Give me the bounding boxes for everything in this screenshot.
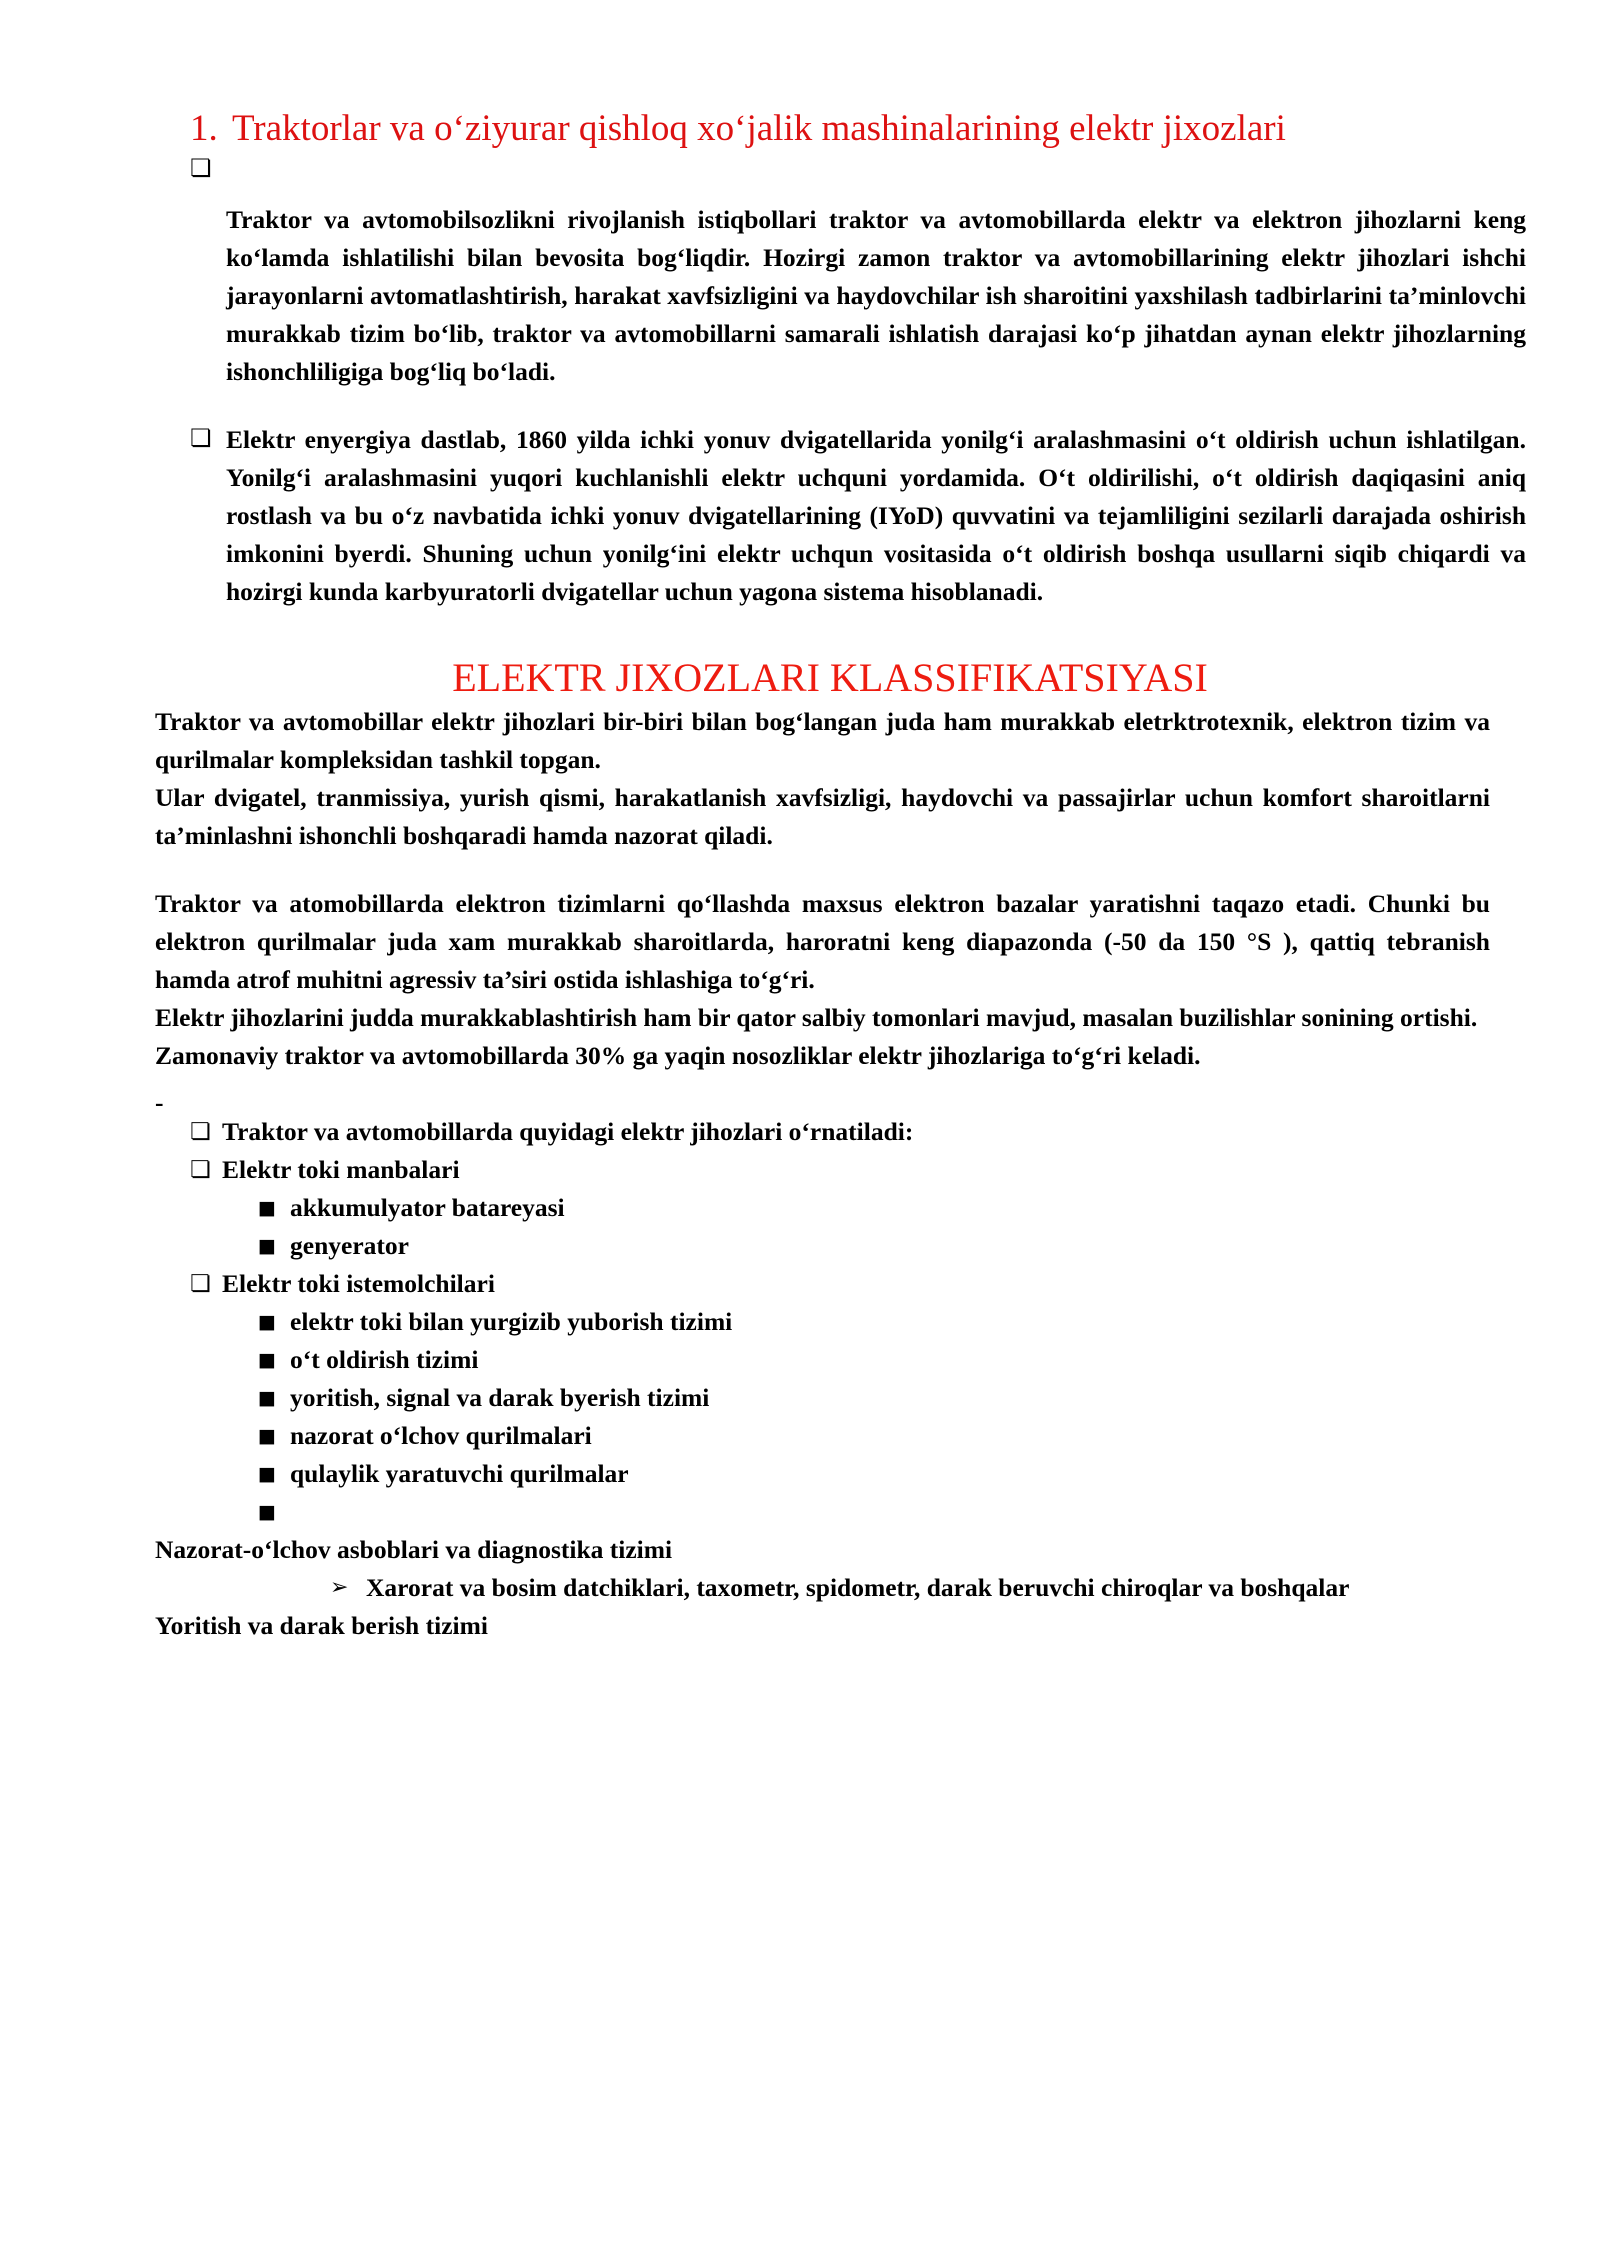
list-item-label: Elektr toki istemolchilari <box>222 1269 495 1298</box>
square-bullet-icon: ❏ <box>190 1271 211 1297</box>
heading-text: Traktorlar va o‘ziyurar qishloq xo‘jalik mashinalarining elektr jixozlari <box>232 108 1286 149</box>
list-item-label: Traktor va avtomobillarda quyidagi elektr jihozlari o‘rnatiladi: <box>222 1117 914 1146</box>
page-title <box>190 104 1530 153</box>
list-item <box>0 1227 1600 1265</box>
list-item-body <box>226 201 1526 391</box>
paragraph-text: Traktor va atomobillarda elektron tizimlarni qo‘llashda maxsus elektron bazalar yaratishni taqazo etadi. Chunki bu elektron qurilmalar juda xam murakkab sharoitlarda, haroratni keng diapazonda (-50 da 150 °S ), qattiq tebranish hamda atrof muhitni agressiv ta’siri ostida ishlashiga to‘g‘ri. <box>155 889 1490 994</box>
filled-square-bullet-icon: ■ <box>258 1463 276 1485</box>
list-item <box>0 421 1600 611</box>
filled-square-bullet-icon: ■ <box>258 1235 276 1257</box>
heading-number: 1. <box>190 108 218 149</box>
list-item-body <box>226 421 1526 611</box>
filled-square-bullet-icon: ■ <box>258 1349 276 1371</box>
paragraph-text: Elektr enyergiya dastlab, 1860 yilda ichki yonuv dvigatellarida yonilg‘i aralashmasini o‘t oldirish uchun ishlatilgan. Yonilg‘i aralashmasini yuqori kuchlanishli elektr uchquni yordamida. O‘t oldirilishi, o‘t oldirish daqiqasini aniq rostlash va bu o‘z navbatida ichki yonuv dvigatellarining (IYoD) quvvatini va tejamliligini sezilarli darajada oshirish imkonini byerdi. Shuning uchun yonilg‘ini elektr uchqun vositasida o‘t oldirish boshqa usullarni siqib chiqardi va hozirgi kunda karbyuratorli dvigatellar uchun yagona sistema hisoblanadi. <box>226 425 1526 606</box>
filled-square-bullet-icon: ■ <box>258 1425 276 1447</box>
filled-square-bullet-icon: ■ <box>258 1311 276 1333</box>
square-bullet-icon: ❏ <box>190 1119 211 1145</box>
outline-list <box>0 1113 1600 1531</box>
list-item <box>0 1113 1600 1151</box>
arrow-bullet-icon: ➢ <box>330 1575 349 1600</box>
list-item-label: nazorat o‘lchov qurilmalari <box>290 1421 592 1450</box>
list-item-label: akkumulyator batareyasi <box>290 1193 565 1222</box>
paragraph-text: Elektr jihozlarini judda murakkablashtirish ham bir qator salbiy tomonlari mavjud, masalan buzilishlar sonining ortishi. <box>155 1003 1478 1032</box>
list-item <box>0 1265 1600 1303</box>
paragraph-text: Ular dvigatel, tranmissiya, yurish qismi, harakatlanish xavfsizligi, haydovchi va passajirlar uchun komfort sharoitlarni ta’minlashni ishonchli boshqaradi hamda nazorat qiladi. <box>155 783 1490 850</box>
heading-block <box>0 0 1600 153</box>
list-item-empty <box>0 1493 1600 1531</box>
list-item <box>0 1151 1600 1189</box>
list-item <box>0 1569 1600 1607</box>
list-item <box>0 1379 1600 1417</box>
list-item-label: Xarorat va bosim datchiklari, taxometr, spidometr, darak beruvchi chiroqlar va boshqalar <box>366 1573 1350 1602</box>
list-item-label: elektr toki bilan yurgizib yuborish tizimi <box>290 1307 733 1336</box>
filled-square-bullet-icon: ■ <box>258 1387 276 1409</box>
paragraph-text: Traktor va avtomobillar elektr jihozlari bir-biri bilan bog‘langan juda ham murakkab eletrktrotexnik, elektron tizim va qurilmalar kompleksidan tashkil topgan. <box>155 707 1490 774</box>
orphan-square-bullet-icon: ❏ <box>190 154 212 182</box>
closing-line-1: Nazorat-o‘lchov asboblari va diagnostika tizimi <box>155 1535 673 1564</box>
paragraph-text: Traktor va avtomobilsozlikni rivojlanish istiqbollari traktor va avtomobillarda elektr va elektron jihozlarni keng ko‘lamda ishlatilishi bilan bevosita bog‘liqdir. Hozirgi zamon traktor va avtomobillarining elektr jihozlari ishchi jarayonlarni avtomatlashtirish, harakat xavfsizligini va haydovchilar ish sharoitini yaxshilash tadbirlarini ta’minlovchi murakkab tizim bo‘lib, traktor va avtomobillarni samarali ishlatish darajasi ko‘p jihatdan aynan elektr jihozlarning ishonchliligiga bog‘liq bo‘ladi. <box>226 205 1526 386</box>
list-item <box>0 1455 1600 1493</box>
list-item-label: yoritish, signal va darak byerish tizimi <box>290 1383 710 1412</box>
closing-line-2: Yoritish va darak berish tizimi <box>155 1611 488 1640</box>
square-bullet-icon: ❏ <box>190 1157 211 1183</box>
paragraph-text: Zamonaviy traktor va avtomobillarda 30% ga yaqin nosozliklar elektr jihozlariga to‘g‘ri keladi. <box>155 1041 1201 1070</box>
square-bullet-icon: ❏ <box>190 424 212 452</box>
filled-square-bullet-icon: ■ <box>258 1197 276 1219</box>
list-item-label: Elektr toki manbalari <box>222 1155 460 1184</box>
list-item-label: qulaylik yaratuvchi qurilmalar <box>290 1459 629 1488</box>
body-block <box>0 703 1600 1075</box>
list-item <box>0 1189 1600 1227</box>
list-item-label: o‘t oldirish tizimi <box>290 1345 479 1374</box>
list-item <box>0 201 1600 391</box>
section-heading: ELEKTR JIXOZLARI KLASSIFIKATSIYASI <box>452 655 1208 700</box>
list-item <box>0 1417 1600 1455</box>
list-item <box>0 1303 1600 1341</box>
stray-dash-marker: - <box>155 1088 164 1117</box>
filled-square-bullet-icon: ■ <box>258 1501 276 1523</box>
list-item <box>0 1341 1600 1379</box>
list-item-label: genyerator <box>290 1231 409 1260</box>
